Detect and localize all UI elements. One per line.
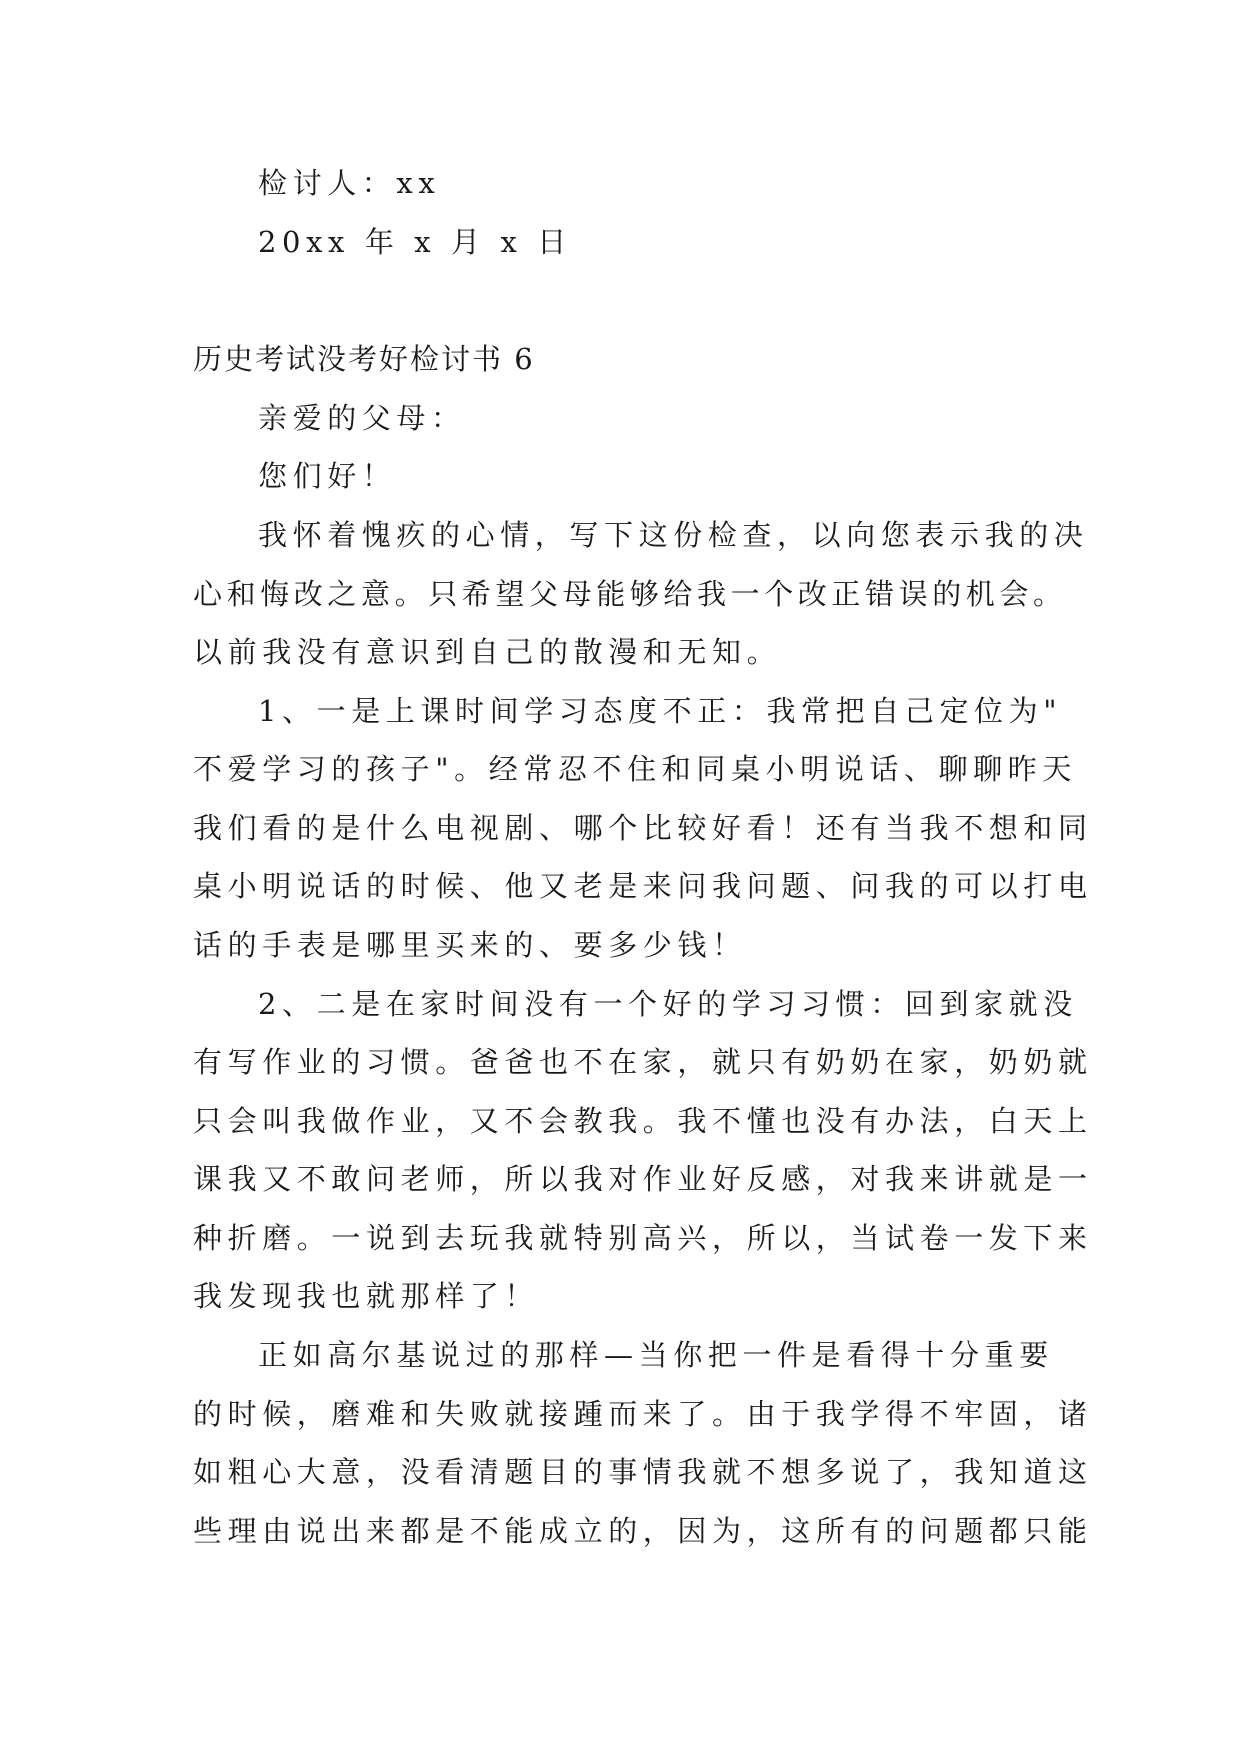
paragraph-line: 话的手表是哪里买来的、要多少钱！ — [193, 928, 747, 962]
paragraph-line: 些理由说出来都是不能成立的，因为，这所有的问题都只能 — [193, 1514, 1093, 1548]
signature-date: 20xx 年 x 月 x 日 — [258, 225, 572, 259]
paragraph-line: 正如高尔基说过的那样—当你把一件是看得十分重要 — [258, 1338, 1054, 1372]
section-title: 历史考试没考好检讨书 6 — [193, 342, 535, 376]
paragraph-line: 的时候，磨难和失败就接踵而来了。由于我学得不牢固，诸 — [193, 1397, 1093, 1431]
paragraph-line: 不爱学习的孩子"。经常忍不住和同桌小明说话、聊聊昨天 — [193, 752, 1077, 786]
paragraph-line: 只会叫我做作业，又不会教我。我不懂也没有办法，白天上 — [193, 1104, 1093, 1138]
greeting: 您们好！ — [258, 459, 397, 493]
paragraph-line: 2、二是在家时间没有一个好的学习习惯：回到家就没 — [258, 987, 1078, 1021]
paragraph-line: 以前我没有意识到自己的散漫和无知。 — [193, 635, 782, 669]
salutation: 亲爱的父母： — [258, 401, 466, 435]
paragraph-line: 我发现我也就那样了！ — [193, 1279, 540, 1313]
paragraph-line: 如粗心大意，没看清题目的事情我就不想多说了，我知道这 — [193, 1455, 1093, 1489]
paragraph-line: 桌小明说话的时候、他又老是来问我问题、问我的可以打电 — [193, 869, 1093, 903]
paragraph-line: 课我又不敢问老师，所以我对作业好反感，对我来讲就是一 — [193, 1162, 1093, 1196]
paragraph-line: 心和悔改之意。只希望父母能够给我一个改正错误的机会。 — [193, 577, 1067, 611]
signature-author: 检讨人：xx — [258, 166, 441, 200]
paragraph-line: 有写作业的习惯。爸爸也不在家，就只有奶奶在家，奶奶就 — [193, 1045, 1093, 1079]
paragraph-line: 我们看的是什么电视剧、哪个比较好看！还有当我不想和同 — [193, 811, 1093, 845]
paragraph-line: 我怀着愧疚的心情，写下这份检查，以向您表示我的决 — [258, 518, 1089, 552]
paragraph-line: 种折磨。一说到去玩我就特别高兴，所以，当试卷一发下来 — [193, 1221, 1093, 1255]
paragraph-line: 1、一是上课时间学习态度不正：我常把自己定位为" — [258, 694, 1063, 728]
